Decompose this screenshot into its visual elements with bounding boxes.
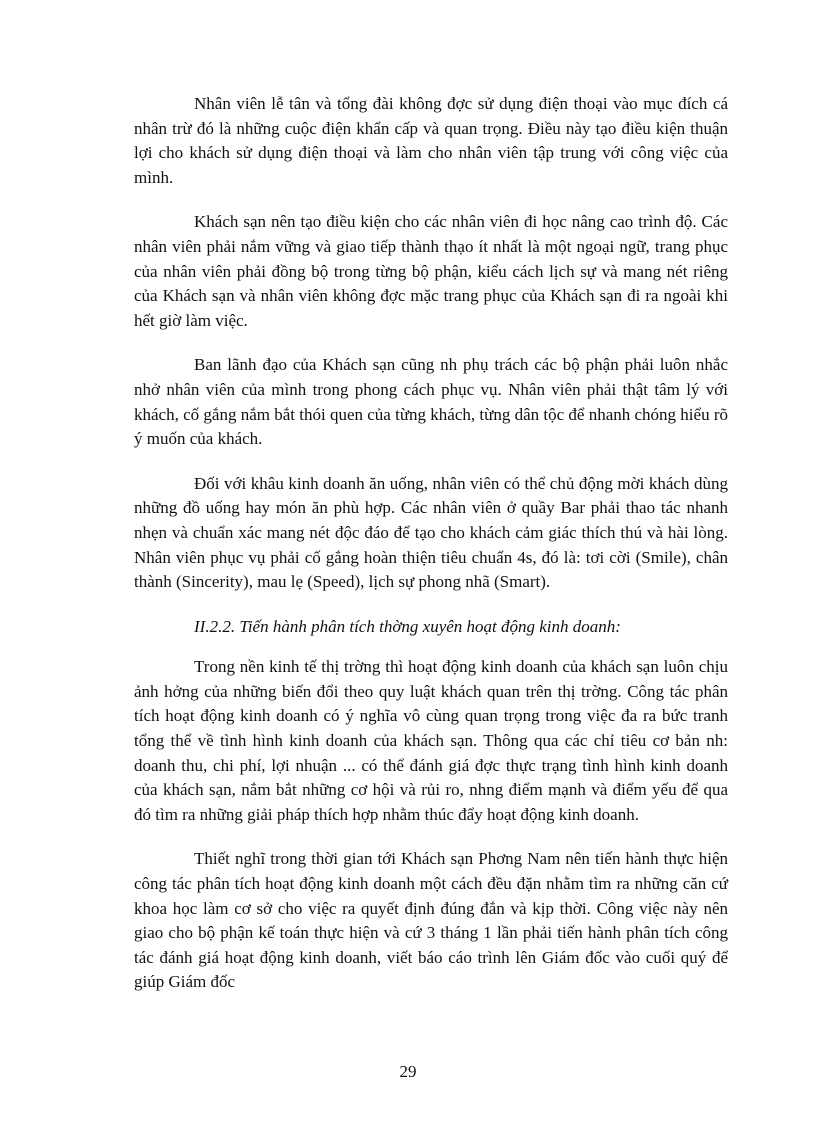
document-page bbox=[134, 92, 728, 995]
paragraph-staff-training: Khách sạn nên tạo điều kiện cho các nhân viên đi học nâng cao trình độ. Các nhân viên phải nắm vững và giao tiếp thành thạo ít nhất là một ngoại ngữ, trang phục của nhân viên phải đồng bộ trong từng bộ phận, kiểu cách lịch sự và mang nét riêng của Khách sạn và nhân viên không đợc mặc trang phục của Khách sạn đi ra ngoài khi hết giờ làm việc. bbox=[134, 212, 728, 330]
section-heading: II.2.2. Tiến hành phân tích thờng xuyên hoạt động kinh doanh: bbox=[194, 616, 621, 636]
paragraph-market-economy: Trong nền kinh tế thị trờng thì hoạt động kinh doanh của khách sạn luôn chịu ảnh hởng của những biến đổi theo quy luật khách quan trên thị trờng. Công tác phân tích hoạt động kinh doanh có ý nghĩa vô cùng quan trọng trong việc đa ra bức tranh tổng thể về tình hình kinh doanh của khách sạn. Thông qua các chỉ tiêu cơ bản nh: doanh thu, chi phí, lợi nhuận ... có thể đánh giá đợc thực trạng tình hình kinh doanh của khách sạn, nắm bắt những cơ hội và rủi ro, nhng điểm mạnh và điểm yếu để qua đó tìm ra những giải pháp thích hợp nhằm thúc đẩy hoạt động kinh doanh. bbox=[134, 657, 728, 824]
paragraph-staff-phone-use: Nhân viên lễ tân và tổng đài không đợc sử dụng điện thoại vào mục đích cá nhân trừ đó là những cuộc điện khẩn cấp và quan trọng. Điều này tạo điều kiện thuận lợi cho khách sử dụng điện thoại và làm cho nhân viên tập trung với công việc của mình. bbox=[134, 94, 728, 187]
page-number: 29 bbox=[399, 1062, 417, 1081]
paragraph-future-analysis: Thiết nghĩ trong thời gian tới Khách sạn Phơng Nam nên tiến hành thực hiện công tác phân tích hoạt động kinh doanh một cách đều đặn nhằm tìm ra những căn cứ khoa học làm cơ sở cho việc ra quyết định đúng đắn và kịp thời. Công việc này nên giao cho bộ phận kế toán thực hiện và cứ 3 tháng 1 lần phải tiến hành phân tích công tác đánh giá hoạt động kinh doanh, viết báo cáo trình lên Giám đốc vào cuối quý để giúp Giám đốc bbox=[134, 849, 728, 992]
paragraph-food-beverage: Đối với khâu kinh doanh ăn uống, nhân viên có thể chủ động mời khách dùng những đồ uống hay món ăn phù hợp. Các nhân viên ở quầy Bar phải thao tác nhanh nhẹn và chuẩn xác mang nét độc đáo để tạo cho khách cảm giác thích thú và hài lòng. Nhân viên phục vụ phải cố gắng hoàn thiện tiêu chuẩn 4s, đó là: tơi cời (Smile), chân thành (Sincerity), mau lẹ (Speed), lịch sự phong nhã (Smart). bbox=[134, 473, 728, 592]
paragraph-management-reminder: Ban lãnh đạo của Khách sạn cũng nh phụ trách các bộ phận phải luôn nhắc nhở nhân viên của mình trong phong cách phục vụ. Nhân viên phải thật tâm lý với khách, cố gắng nắm bắt thói quen của từng khách, từng dân tộc để nhanh chóng hiểu rõ ý muốn của khách. bbox=[134, 355, 728, 449]
